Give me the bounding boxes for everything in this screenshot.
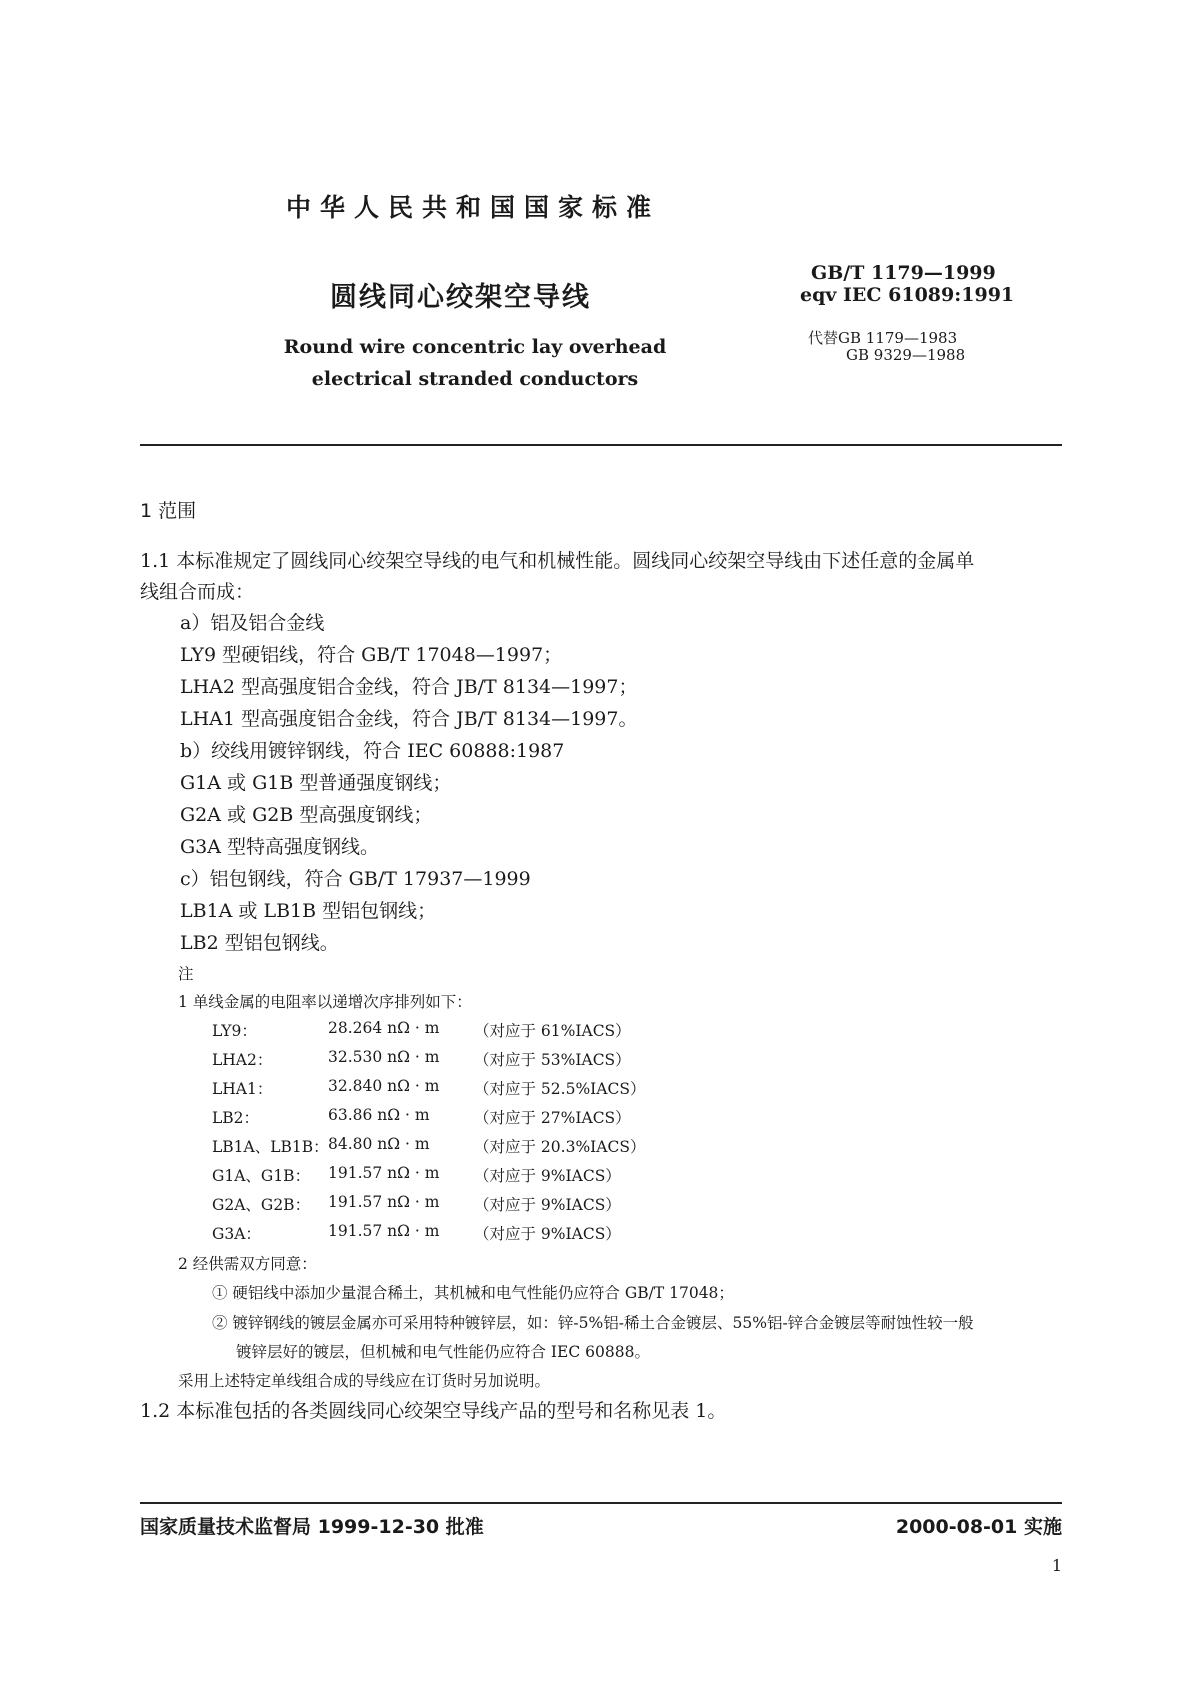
- note-2: 2 经供需双方同意：: [178, 1255, 317, 1273]
- effective-date: 2000-08-01 实施: [895, 1516, 1062, 1538]
- resistivity-value: 32.530 nΩ · m: [328, 1048, 440, 1066]
- list-item: LB2 型铝包钢线。: [180, 932, 339, 954]
- resistivity-iacs: （对应于 20.3%IACS）: [474, 1138, 646, 1156]
- resistivity-name: LY9：: [212, 1022, 257, 1040]
- paragraph-1-2: 1.2 本标准包括的各类圆线同心绞架空导线产品的型号和名称见表 1。: [140, 1400, 727, 1422]
- resistivity-name: G3A：: [212, 1225, 261, 1243]
- resistivity-value: 84.80 nΩ · m: [328, 1135, 430, 1153]
- resistivity-value: 191.57 nΩ · m: [328, 1164, 440, 1182]
- document-title-en-line2: electrical stranded conductors: [311, 368, 639, 390]
- resistivity-iacs: （对应于 27%IACS）: [474, 1109, 631, 1127]
- list-item: LHA1 型高强度铝合金线，符合 JB/T 8134—1997。: [180, 708, 638, 730]
- document-title-cn: 圆线同心绞架空导线: [330, 282, 591, 313]
- paragraph-1-1-line2: 线组合而成：: [140, 581, 255, 603]
- resistivity-name: G1A、G1B：: [212, 1167, 311, 1185]
- country-standard-title: 中华人民共和国国家标准: [286, 193, 661, 222]
- replaces-line2: GB 9329—1988: [846, 346, 966, 364]
- resistivity-iacs: （对应于 52.5%IACS）: [474, 1080, 646, 1098]
- paragraph-1-1-line1: 1.1 本标准规定了圆线同心绞架空导线的电气和机械性能。圆线同心绞架空导线由下述任意的金属单: [140, 550, 975, 572]
- resistivity-value: 63.86 nΩ · m: [328, 1106, 430, 1124]
- resistivity-value: 32.840 nΩ · m: [328, 1077, 440, 1095]
- note-1: 1 单线金属的电阻率以递增次序排列如下：: [178, 993, 472, 1011]
- resistivity-name: LHA2：: [212, 1051, 273, 1069]
- resistivity-name: G2A、G2B：: [212, 1196, 311, 1214]
- resistivity-name: LB1A、LB1B：: [212, 1138, 329, 1156]
- resistivity-iacs: （对应于 53%IACS）: [474, 1051, 631, 1069]
- resistivity-iacs: （对应于 9%IACS）: [474, 1167, 621, 1185]
- note-end: 采用上述特定单线组合成的导线应在订货时另加说明。: [178, 1372, 551, 1390]
- note-2-item-2-line1: ② 镀锌钢线的镀层金属亦可采用特种镀锌层，如：锌-5%铝-稀土合金镀层、55%铝-锌合金镀层等耐蚀性较一般: [212, 1314, 974, 1332]
- list-item: G2A 或 G2B 型高强度钢线；: [180, 804, 433, 826]
- list-item: LY9 型硬铝线，符合 GB/T 17048—1997；: [180, 644, 563, 666]
- header-divider: [140, 444, 1062, 446]
- list-item: a）铝及铝合金线: [180, 612, 325, 634]
- page-number: 1: [1051, 1556, 1062, 1575]
- standard-number: GB/T 1179—1999: [811, 262, 996, 284]
- footer-divider: [140, 1502, 1062, 1504]
- replaces-line1: 代替GB 1179—1983: [808, 329, 958, 347]
- resistivity-value: 191.57 nΩ · m: [328, 1193, 440, 1211]
- resistivity-iacs: （对应于 9%IACS）: [474, 1196, 621, 1214]
- resistivity-iacs: （对应于 61%IACS）: [474, 1022, 631, 1040]
- list-item: c）铝包钢线，符合 GB/T 17937—1999: [180, 868, 531, 890]
- resistivity-name: LB2：: [212, 1109, 260, 1127]
- resistivity-iacs: （对应于 9%IACS）: [474, 1225, 621, 1243]
- note-2-item-2-line2: 镀锌层好的镀层，但机械和电气性能仍应符合 IEC 60888。: [236, 1343, 650, 1361]
- list-item: b）绞线用镀锌钢线，符合 IEC 60888:1987: [180, 740, 565, 762]
- equivalent-standard: eqv IEC 61089:1991: [800, 284, 1015, 306]
- approval-date: 国家质量技术监督局 1999-12-30 批准: [140, 1516, 484, 1538]
- section-heading: 1 范围: [140, 500, 197, 522]
- list-item: G3A 型特高强度钢线。: [180, 836, 380, 858]
- resistivity-value: 191.57 nΩ · m: [328, 1222, 440, 1240]
- note-label: 注: [178, 965, 194, 983]
- resistivity-value: 28.264 nΩ · m: [328, 1019, 440, 1037]
- list-item: LHA2 型高强度铝合金线，符合 JB/T 8134—1997；: [180, 676, 638, 698]
- note-2-item-1: ① 硬铝线中添加少量混合稀土，其机械和电气性能仍应符合 GB/T 17048；: [212, 1284, 734, 1302]
- list-item: G1A 或 G1B 型普通强度钢线；: [180, 772, 452, 794]
- document-title-en-line1: Round wire concentric lay overhead: [283, 336, 667, 358]
- list-item: LB1A 或 LB1B 型铝包钢线；: [180, 900, 437, 922]
- resistivity-name: LHA1：: [212, 1080, 273, 1098]
